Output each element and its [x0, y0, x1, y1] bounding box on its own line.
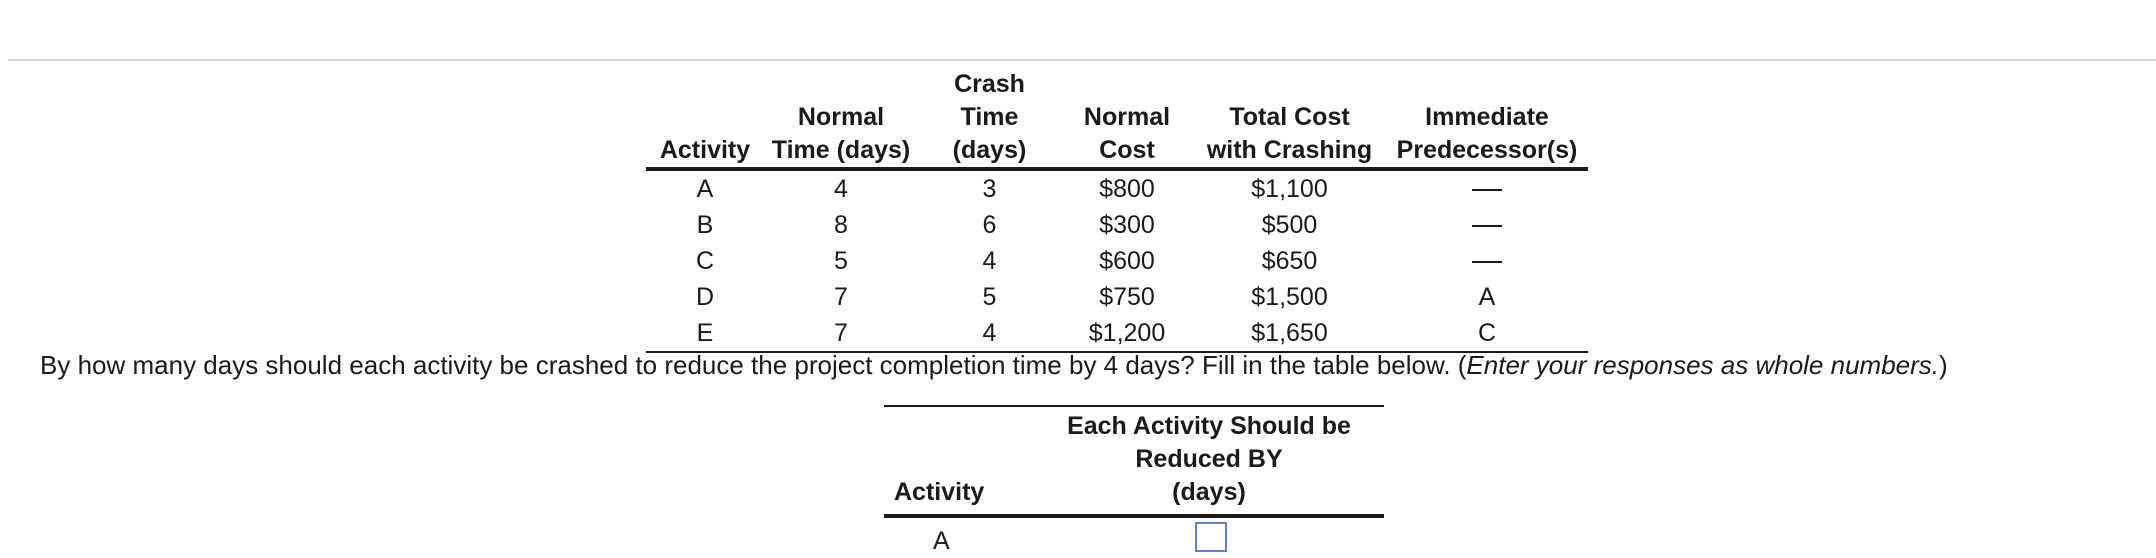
cell-normal-cost: $800 [1099, 175, 1155, 203]
table-row [646, 243, 1588, 279]
header-total-cost: Total Cost with Crashing [1193, 68, 1386, 169]
cell-normal-cost: $600 [1099, 247, 1155, 275]
header-activity: Activity [646, 68, 764, 169]
cell-crash-time: 3 [982, 175, 997, 203]
cell-predecessor [1386, 243, 1588, 279]
answer-cell [1034, 516, 1384, 558]
cell-predecessor [1386, 207, 1588, 243]
cell-total-cost: $1,500 [1251, 283, 1328, 311]
cell-crash-time: 6 [982, 211, 997, 239]
em-dash-icon [1472, 189, 1502, 191]
cell-normal-time: 7 [764, 315, 918, 352]
header-crash-time: Crash Time (days) [918, 68, 1061, 169]
question-text: By how many days should each activity be crashed to reduce the project completion time by 4 days? Fill in the table below. (Enter your responses as whole numbers.) [40, 350, 1948, 380]
header-predecessors: Immediate Predecessor(s) [1386, 68, 1588, 169]
cell-total-cost: $500 [1261, 211, 1318, 239]
header-normal-cost: Normal Cost [1061, 68, 1193, 169]
cell-activity: C [695, 247, 715, 275]
cell-total-cost: $1,650 [1193, 315, 1386, 352]
cell-predecessor: C [1386, 315, 1588, 352]
table-row [646, 315, 1588, 352]
cell-total-cost: $650 [1261, 247, 1318, 275]
header-normal-time: Normal Time (days) [764, 68, 918, 169]
cell-normal-time: 7 [834, 283, 848, 311]
answer-activity-label: A [933, 527, 950, 555]
data-table-header-row [646, 68, 1588, 169]
table-row [646, 207, 1588, 243]
cell-total-cost: $1,100 [1251, 175, 1328, 203]
cell-normal-time: 8 [834, 211, 848, 239]
cell-predecessor [1386, 169, 1588, 207]
answer-header-activity: Activity [884, 406, 1034, 516]
table-row [646, 169, 1588, 207]
cell-activity: E [646, 315, 764, 352]
question-hint: Enter your responses as whole numbers. [1466, 350, 1939, 380]
cell-crash-time: 4 [982, 247, 997, 275]
em-dash-icon [1472, 261, 1502, 263]
cell-normal-time: 5 [834, 247, 848, 275]
cell-crash-time: 5 [982, 283, 997, 311]
cell-activity: D [695, 283, 715, 311]
answer-table [884, 405, 1384, 558]
top-divider [8, 59, 2156, 61]
table-row [646, 279, 1588, 315]
cell-crash-time: 4 [918, 315, 1061, 352]
cell-normal-cost: $750 [1099, 283, 1155, 311]
cell-normal-time: 4 [834, 175, 848, 203]
cell-normal-cost: $1,200 [1061, 315, 1193, 352]
reduced-days-input-a[interactable] [1195, 522, 1227, 552]
activity-data-table [646, 68, 1588, 353]
cell-activity: A [696, 175, 714, 203]
em-dash-icon [1472, 225, 1502, 227]
answer-row [884, 516, 1384, 558]
cell-activity: B [696, 211, 714, 239]
cell-predecessor: A [1478, 283, 1496, 311]
cell-normal-cost: $300 [1099, 211, 1155, 239]
answer-header-reduced: Each Activity Should be Reduced BY (days) [1034, 406, 1384, 516]
answer-table-header-row [884, 406, 1384, 516]
